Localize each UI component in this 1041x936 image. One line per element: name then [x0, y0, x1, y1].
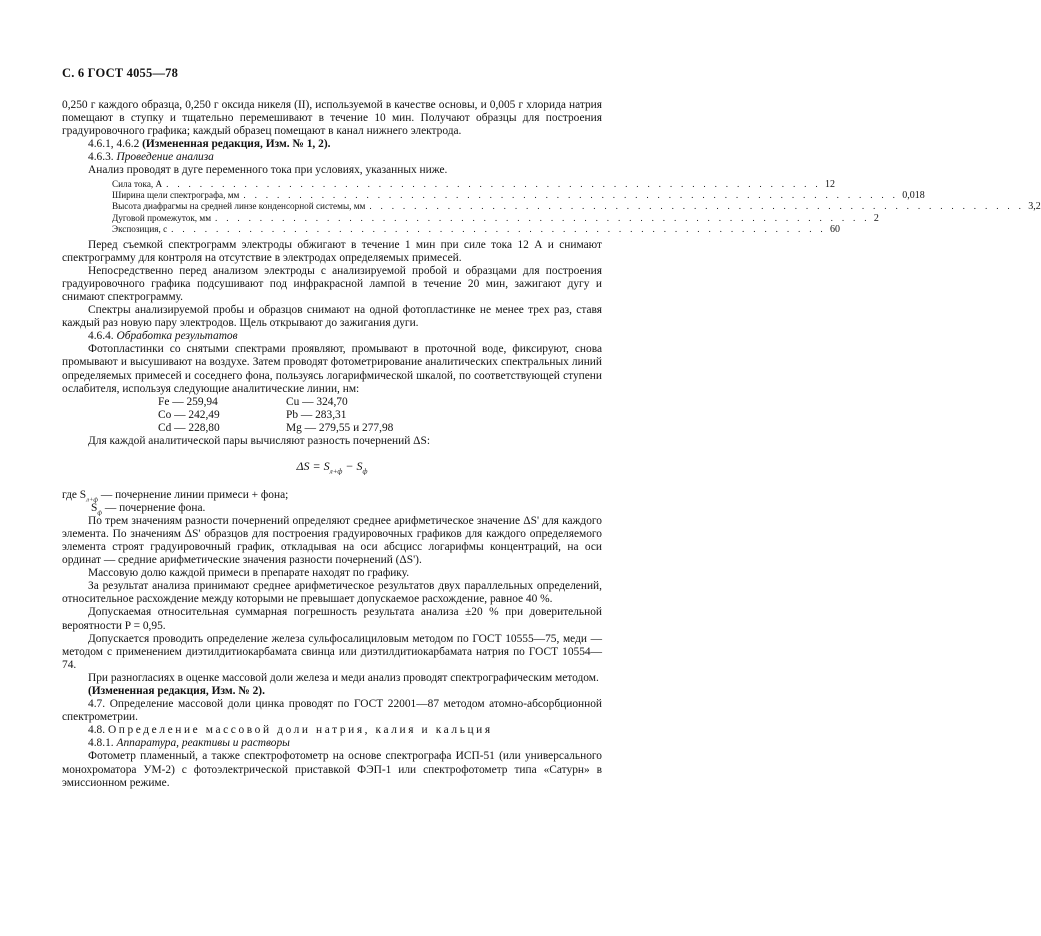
- where-line-1: где $S_{л+ф}$ — почернение линии примеси + фона;: [62, 488, 289, 503]
- section-4-7: 4.7. Определение массовой доли цинка проводят по ГОСТ 22001—87 методом атомно-абсорбционной спектрометрии.: [62, 698, 602, 724]
- lines-row: Fe — 259,94 Cu — 324,70: [158, 395, 348, 408]
- paragraph-error: Допускаемая относительная суммарная погрешность результата анализа ±20 % при доверительной вероятности P = 0,95.: [62, 606, 602, 632]
- paragraph-sample-prep: 0,250 г каждого образца, 0,250 г оксида никеля (II), используемой в качестве основы, и 0,005 г хлорида натрия помещают в ступку и тщательно перемешивают в течение 10 мин. Получают образцы для построения градуировочного графика; каждый образец помещают в канал нижнего электрода.: [62, 99, 602, 138]
- paragraph-result: За результат анализа принимают среднее арифметическое результатов двух параллельных определений, относительное расхождение между которыми не превышает допускаемое расхождение, равное 40 %.: [62, 580, 602, 606]
- paragraph-burn-in: Перед съемкой спектрограмм электроды обжигают в течение 1 мин при силе тока 12 А и снимают спектрограмму для контроля на отсутствие в электродах определяемых примесей.: [62, 238, 602, 264]
- paragraph-alternatives: Допускается проводить определение железа сульфосалициловым методом по ГОСТ 10555—75, меди — методом с применением диэтилдитиокарбамата свинца или диэтилдитиокарбамата натрия по ГОСТ 10554—74.: [62, 632, 602, 671]
- conditions-row: Экспозиция, с . . . . . . . . . . . . . . . . . . . . . . . . . . . . . . . . . . . . . . . . . . . . . . . . . . . . . . . . . . . 60: [112, 224, 841, 236]
- conditions-row: Ширина щели спектрографа, мм . . . . . . . . . . . . . . . . . . . . . . . . . . . . . . . . . . . . . . . . . . . . . . . . . . . . . . . . . . . 0,018: [112, 189, 925, 201]
- formula-delta-s: $\Delta S = S_{л+ф} - S_ф$: [296, 459, 368, 476]
- section-4-8: 4.8. Определение массовой доли натрия, калия и кальция: [88, 724, 493, 737]
- paragraph-photometer: Фотометр пламенный, а также спектрофотометр на основе спектрографа ИСП-51 (или универсального монохроматора УМ-2) с фотоэлектрической приставкой ФЭП-1 или спектрофотометр типа «Сатурн» в эмиссионном режиме.: [62, 750, 602, 789]
- paragraph-conditions-intro: Анализ проводят в дуге переменного тока при условиях, указанных ниже.: [88, 164, 448, 177]
- lines-row: Cd — 228,80 Mg — 279,55 и 277,98: [158, 421, 394, 434]
- amendment-note-1: 4.6.1, 4.6.2 (Измененная редакция, Изм. № 1, 2).: [88, 138, 331, 151]
- conditions-row: Дуговой промежуток, мм . . . . . . . . . . . . . . . . . . . . . . . . . . . . . . . . . . . . . . . . . . . . . . . . . . . . . . . . . . . 2: [112, 212, 879, 224]
- conditions-row: Сила тока, А . . . . . . . . . . . . . . . . . . . . . . . . . . . . . . . . . . . . . . . . . . . . . . . . . . . . . . . . . . . 12: [112, 178, 835, 190]
- page-header: С. 6 ГОСТ 4055—78: [62, 66, 179, 80]
- paragraph-drying: Непосредственно перед анализом электроды с анализируемой пробой и образцами для построения градуировочного графика подсушивают под инфракрасной лампой в течение 20 мин, зажигают дугу и снимают спектрограмму.: [62, 264, 602, 303]
- paragraph-photometry: Фотопластинки со снятыми спектрами проявляют, промывают в проточной воде, фиксируют, снова промывают и высушивают на воздухе. Затем проводят фотометрирование аналитических спектральных линий определяемых примесей и соседнего фона, пользуясь логарифмической шкалой, по соответствующей ступени ослабителя, используя следующие аналитические линии, нм:: [62, 343, 602, 395]
- document-body: [62, 99, 1041, 790]
- section-4-8-1: 4.8.1. Аппаратура, реактивы и растворы: [88, 737, 290, 750]
- paragraph-mass-fraction: Массовую долю каждой примеси в препарате находят по графику.: [88, 567, 410, 580]
- paragraph-spectra: Спектры анализируемой пробы и образцов снимают на одной фотопластинке не менее трех раз, ставя каждый раз новую пару электродов. Щель открывают до зажигания дуги.: [62, 304, 602, 330]
- where-line-2: $S_ф$ — почернение фона.: [91, 501, 206, 516]
- amendment-note-2: (Измененная редакция, Изм. № 2).: [88, 684, 265, 697]
- analytical-lines-table: [158, 396, 438, 435]
- paragraph-difference: Для каждой аналитической пары вычисляют разность почернений ΔS:: [88, 435, 430, 447]
- conditions-table: [112, 178, 1041, 236]
- section-4-6-3: 4.6.3. Проведение анализа: [88, 151, 214, 164]
- section-4-6-4: 4.6.4. Обработка результатов: [88, 330, 238, 343]
- conditions-row: Высота диафрагмы на средней линзе конденсорной системы, мм . . . . . . . . . . . . . . . . . . . . . . . . . . . . . . . . . . . . . . . . . . . . . . . . . . . . . . . . . . . 3,2: [112, 201, 1041, 213]
- paragraph-disputes: При разногласиях в оценке массовой доли железа и меди анализ проводят спектрографическим методом.: [88, 671, 599, 684]
- lines-row: Co — 242,49 Pb — 283,31: [158, 408, 347, 421]
- paragraph-mean-values: По трем значениям разности почернений определяют среднее арифметическое значение ΔS' для каждого элемента. По значениям ΔS' образцов для построения градуировочных графиков для каждого определяемого элемента строят градуировочный график, откладывая на оси абсцисс логарифмы концентраций, на оси ординат — средние арифметические значения разности почернений (ΔS').: [62, 514, 602, 567]
